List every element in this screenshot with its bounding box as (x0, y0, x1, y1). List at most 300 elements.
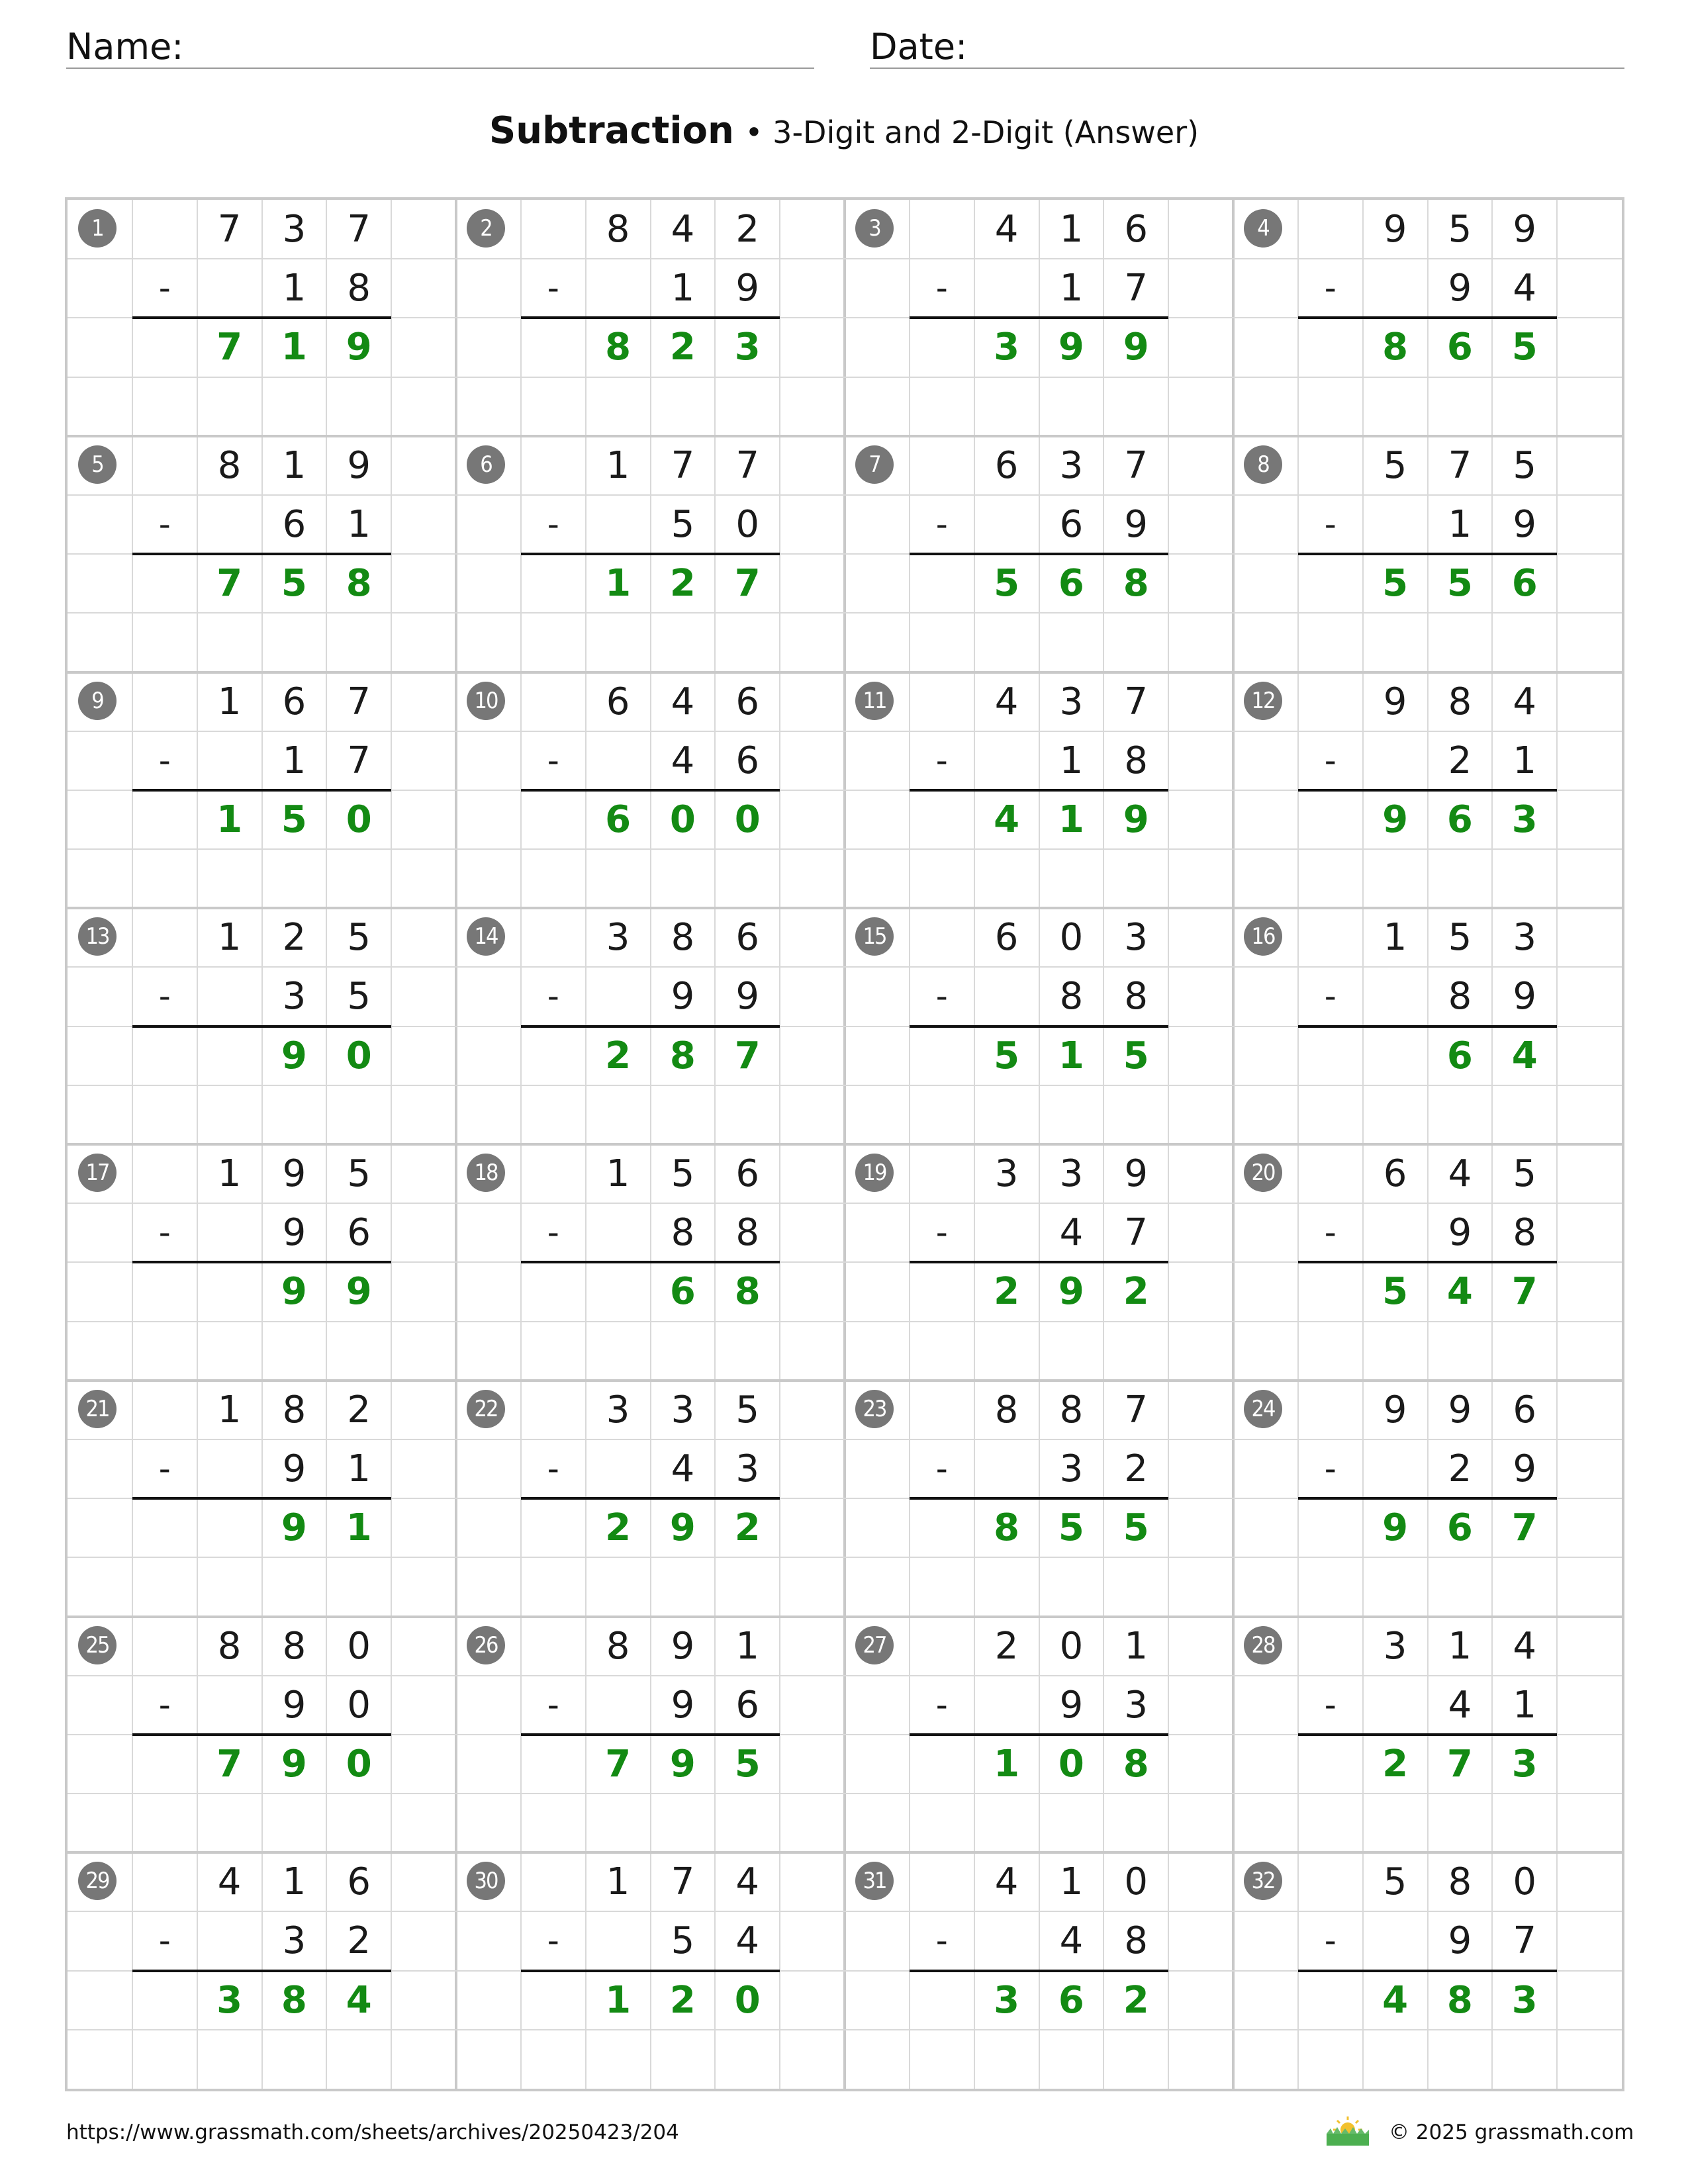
problem-12 (1233, 672, 1622, 909)
subtrahend-digit: 0 (347, 1683, 371, 1727)
minuend-digit: 7 (347, 680, 371, 723)
problem-number-badge: 31 (855, 1862, 894, 1900)
problem-number-badge: 16 (1244, 917, 1282, 956)
answer-digit: 0 (1058, 1742, 1084, 1786)
subtrahend-digit: 9 (282, 1683, 306, 1727)
minuend-digit: 8 (1448, 680, 1472, 723)
minuend-digit: 6 (1383, 1152, 1407, 1195)
subtrahend-digit: 1 (1513, 739, 1537, 782)
minus-sign: - (547, 504, 559, 543)
subtrahend-digit: 9 (1448, 1919, 1472, 1963)
problem-30 (456, 1852, 845, 2089)
answer-digit: 5 (1058, 1506, 1084, 1550)
answer-digit: 3 (994, 326, 1020, 369)
minus-sign: - (158, 1921, 171, 1960)
minus-sign: - (1324, 269, 1336, 308)
problem-7 (845, 436, 1233, 672)
minuend-digit: 4 (994, 680, 1019, 723)
minus-sign: - (935, 504, 948, 543)
subtrahend-digit: 9 (1513, 502, 1537, 546)
minuend-digit: 4 (671, 680, 695, 723)
subtrahend-digit: 8 (347, 267, 371, 310)
date-line[interactable] (870, 68, 1624, 69)
minuend-digit: 6 (606, 680, 630, 723)
answer-digit: 7 (216, 326, 243, 369)
answer-digit: 2 (1123, 1978, 1149, 2022)
date-label: Date: (870, 26, 968, 68)
answer-digit: 2 (1382, 1742, 1409, 1786)
answer-digit: 5 (734, 1742, 761, 1786)
minuend-digit: 3 (606, 916, 630, 960)
answer-rule (910, 1497, 1168, 1500)
answer-digit: 5 (994, 1034, 1020, 1077)
minuend-digit: 9 (347, 443, 371, 487)
answer-digit: 7 (734, 562, 761, 606)
name-line[interactable] (66, 68, 814, 69)
answer-digit: 3 (216, 1978, 243, 2022)
answer-rule (1298, 1970, 1557, 1972)
problem-29 (68, 1852, 456, 2089)
answer-rule (910, 553, 1168, 555)
subtrahend-digit: 9 (282, 1447, 306, 1490)
problem-number-badge: 2 (467, 209, 505, 248)
minuend-digit: 4 (994, 1860, 1019, 1904)
answer-rule (521, 1970, 780, 1972)
subtrahend-digit: 1 (1448, 502, 1472, 546)
subtrahend-digit: 3 (1059, 1447, 1084, 1490)
title-subtitle: • 3-Digit and 2-Digit (Answer) (745, 114, 1199, 150)
problem-number-badge: 21 (78, 1390, 117, 1428)
problem-20 (1233, 1144, 1622, 1381)
minuend-digit: 1 (217, 680, 242, 723)
problem-23 (845, 1381, 1233, 1617)
answer-digit: 4 (1446, 1270, 1473, 1314)
minuend-digit: 7 (1124, 1388, 1149, 1432)
footer-copyright: © 2025 grassmath.com (1389, 2120, 1634, 2144)
problem-number-badge: 8 (1244, 445, 1282, 484)
problem-number-badge: 5 (78, 445, 117, 484)
subtrahend-digit: 3 (735, 1447, 760, 1490)
problem-number-badge: 17 (78, 1154, 117, 1192)
answer-digit: 9 (281, 1742, 307, 1786)
minuend-digit: 5 (735, 1388, 760, 1432)
problem-15 (845, 908, 1233, 1144)
subtrahend-digit: 8 (1448, 975, 1472, 1019)
minuend-digit: 3 (1124, 916, 1149, 960)
problem-4 (1233, 200, 1622, 436)
minuend-digit: 8 (606, 208, 630, 251)
minuend-digit: 5 (1448, 208, 1472, 251)
minus-sign: - (935, 1685, 948, 1724)
answer-digit: 6 (1446, 326, 1473, 369)
answer-rule (521, 1261, 780, 1263)
answer-rule (132, 553, 391, 555)
answer-rule (132, 1261, 391, 1263)
minus-sign: - (1324, 1449, 1336, 1488)
answer-rule (521, 316, 780, 319)
problem-1 (68, 200, 456, 436)
problem-number-badge: 15 (855, 917, 894, 956)
answer-digit: 4 (1511, 1034, 1538, 1077)
minuend-digit: 1 (606, 443, 630, 487)
subtrahend-digit: 9 (1059, 1683, 1084, 1727)
answer-digit: 5 (1382, 1270, 1409, 1314)
subtrahend-digit: 3 (282, 1919, 306, 1963)
answer-rule (521, 1733, 780, 1736)
minuend-digit: 2 (282, 916, 306, 960)
answer-digit: 2 (669, 326, 696, 369)
minuend-digit: 3 (606, 1388, 630, 1432)
minuend-digit: 2 (347, 1388, 371, 1432)
answer-digit: 1 (346, 1506, 372, 1550)
answer-digit: 9 (1382, 1506, 1409, 1550)
minuend-digit: 9 (1383, 680, 1407, 723)
minuend-digit: 5 (1513, 1152, 1537, 1195)
subtrahend-digit: 6 (735, 739, 760, 782)
problem-13 (68, 908, 456, 1144)
answer-digit: 9 (1058, 326, 1084, 369)
subtrahend-digit: 2 (347, 1919, 371, 1963)
problem-number-badge: 11 (855, 682, 894, 720)
subtrahend-digit: 8 (1124, 739, 1149, 782)
worksheet-title (0, 106, 1688, 158)
minus-sign: - (158, 977, 171, 1016)
answer-digit: 7 (216, 562, 243, 606)
problem-number-badge: 23 (855, 1390, 894, 1428)
minuend-digit: 7 (347, 208, 371, 251)
answer-digit: 3 (994, 1978, 1020, 2022)
name-label: Name: (66, 26, 184, 68)
minus-sign: - (547, 741, 559, 780)
minuend-digit: 7 (1124, 443, 1149, 487)
answer-digit: 8 (281, 1978, 307, 2022)
minuend-digit: 0 (1059, 916, 1084, 960)
minus-sign: - (935, 1213, 948, 1252)
grass-sun-logo-icon (1324, 2114, 1372, 2148)
subtrahend-digit: 9 (1448, 1211, 1472, 1255)
minuend-digit: 4 (217, 1860, 242, 1904)
answer-digit: 5 (281, 562, 307, 606)
minus-sign: - (158, 1213, 171, 1252)
problem-19 (845, 1144, 1233, 1381)
subtrahend-digit: 9 (1448, 267, 1472, 310)
subtrahend-digit: 4 (671, 739, 695, 782)
minuend-digit: 3 (994, 1152, 1019, 1195)
subtrahend-digit: 1 (347, 502, 371, 546)
answer-digit: 9 (281, 1034, 307, 1077)
answer-digit: 5 (1123, 1506, 1149, 1550)
answer-digit: 8 (734, 1270, 761, 1314)
minuend-digit: 7 (735, 443, 760, 487)
subtrahend-digit: 7 (1513, 1919, 1537, 1963)
answer-digit: 0 (346, 797, 372, 841)
minuend-digit: 5 (347, 916, 371, 960)
minus-sign: - (547, 977, 559, 1016)
answer-digit: 8 (669, 1034, 696, 1077)
answer-digit: 5 (994, 562, 1020, 606)
answer-digit: 7 (1511, 1270, 1538, 1314)
answer-digit: 9 (281, 1270, 307, 1314)
problem-number-badge: 14 (467, 917, 505, 956)
problem-number-badge: 1 (78, 209, 117, 248)
minuend-digit: 8 (282, 1624, 306, 1668)
minus-sign: - (547, 269, 559, 308)
subtrahend-digit: 1 (282, 267, 306, 310)
minuend-digit: 8 (606, 1624, 630, 1668)
answer-digit: 8 (1382, 326, 1409, 369)
minus-sign: - (1324, 504, 1336, 543)
answer-digit: 5 (1123, 1034, 1149, 1077)
minuend-digit: 5 (1513, 443, 1537, 487)
problem-number-badge: 12 (1244, 682, 1282, 720)
answer-rule (910, 1970, 1168, 1972)
answer-rule (132, 1733, 391, 1736)
minus-sign: - (935, 269, 948, 308)
answer-digit: 1 (605, 562, 632, 606)
minus-sign: - (935, 977, 948, 1016)
answer-digit: 0 (734, 1978, 761, 2022)
minus-sign: - (547, 1685, 559, 1724)
subtrahend-digit: 5 (671, 502, 695, 546)
answer-digit: 0 (669, 797, 696, 841)
problem-number-badge: 32 (1244, 1862, 1282, 1900)
problem-21 (68, 1381, 456, 1617)
minuend-digit: 0 (1124, 1860, 1149, 1904)
minuend-digit: 2 (735, 208, 760, 251)
minuend-digit: 5 (1383, 443, 1407, 487)
answer-digit: 9 (1382, 797, 1409, 841)
minus-sign: - (547, 1921, 559, 1960)
minuend-digit: 7 (1124, 680, 1149, 723)
minus-sign: - (935, 1449, 948, 1488)
answer-digit: 0 (346, 1034, 372, 1077)
minuend-digit: 8 (217, 443, 242, 487)
minuend-digit: 8 (217, 1624, 242, 1668)
minus-sign: - (935, 1921, 948, 1960)
answer-digit: 6 (1446, 797, 1473, 841)
subtrahend-digit: 9 (1513, 975, 1537, 1019)
minuend-digit: 5 (347, 1152, 371, 1195)
problem-16 (1233, 908, 1622, 1144)
minuend-digit: 4 (1448, 1152, 1472, 1195)
minuend-digit: 1 (282, 443, 306, 487)
minuend-digit: 3 (1059, 443, 1084, 487)
minuend-digit: 3 (1059, 1152, 1084, 1195)
minuend-digit: 0 (347, 1624, 371, 1668)
subtrahend-digit: 9 (671, 1683, 695, 1727)
answer-digit: 7 (605, 1742, 632, 1786)
subtrahend-digit: 4 (1513, 267, 1537, 310)
answer-digit: 1 (1058, 1034, 1084, 1077)
subtrahend-digit: 4 (671, 1447, 695, 1490)
problem-number-badge: 4 (1244, 209, 1282, 248)
minuend-digit: 6 (735, 916, 760, 960)
minuend-digit: 7 (1448, 443, 1472, 487)
subtrahend-digit: 9 (735, 975, 760, 1019)
minuend-digit: 6 (735, 680, 760, 723)
answer-digit: 2 (1123, 1270, 1149, 1314)
answer-rule (521, 1497, 780, 1500)
minuend-digit: 0 (1059, 1624, 1084, 1668)
answer-digit: 5 (1446, 562, 1473, 606)
answer-rule (910, 1733, 1168, 1736)
minuend-digit: 9 (282, 1152, 306, 1195)
minuend-digit: 6 (994, 443, 1019, 487)
minuend-digit: 2 (994, 1624, 1019, 1668)
minuend-digit: 9 (1513, 208, 1537, 251)
minuend-digit: 8 (1059, 1388, 1084, 1432)
minus-sign: - (158, 269, 171, 308)
minuend-digit: 4 (671, 208, 695, 251)
minuend-digit: 1 (735, 1624, 760, 1668)
answer-digit: 7 (1511, 1506, 1538, 1550)
answer-digit: 1 (281, 326, 307, 369)
answer-digit: 9 (281, 1506, 307, 1550)
minuend-digit: 9 (1383, 1388, 1407, 1432)
minus-sign: - (158, 1685, 171, 1724)
answer-digit: 9 (346, 326, 372, 369)
answer-rule (132, 1497, 391, 1500)
answer-digit: 5 (281, 797, 307, 841)
answer-digit: 0 (346, 1742, 372, 1786)
subtrahend-digit: 1 (1059, 739, 1084, 782)
minus-sign: - (1324, 1921, 1336, 1960)
minuend-digit: 3 (282, 208, 306, 251)
answer-digit: 8 (994, 1506, 1020, 1550)
answer-digit: 3 (1511, 797, 1538, 841)
answer-digit: 6 (1058, 562, 1084, 606)
minuend-digit: 5 (671, 1152, 695, 1195)
answer-digit: 5 (1511, 326, 1538, 369)
subtrahend-digit: 7 (347, 739, 371, 782)
minuend-digit: 9 (1383, 208, 1407, 251)
minuend-digit: 6 (1124, 208, 1149, 251)
subtrahend-digit: 7 (1124, 1211, 1149, 1255)
minus-sign: - (1324, 1213, 1336, 1252)
answer-digit: 2 (994, 1270, 1020, 1314)
problem-9 (68, 672, 456, 909)
minuend-digit: 4 (1513, 1624, 1537, 1668)
answer-digit: 2 (669, 562, 696, 606)
problem-number-badge: 3 (855, 209, 894, 248)
footer-url[interactable]: https://www.grassmath.com/sheets/archives/20250423/204 (66, 2120, 679, 2144)
answer-digit: 9 (669, 1506, 696, 1550)
answer-digit: 7 (734, 1034, 761, 1077)
problem-3 (845, 200, 1233, 436)
minuend-digit: 8 (282, 1388, 306, 1432)
minuend-digit: 1 (1059, 208, 1084, 251)
subtrahend-digit: 1 (282, 739, 306, 782)
answer-digit: 4 (994, 797, 1020, 841)
minuend-digit: 6 (347, 1860, 371, 1904)
problem-18 (456, 1144, 845, 1381)
answer-digit: 2 (734, 1506, 761, 1550)
answer-rule (910, 789, 1168, 792)
answer-rule (132, 316, 391, 319)
answer-digit: 9 (346, 1270, 372, 1314)
minuend-digit: 8 (1448, 1860, 1472, 1904)
problem-31 (845, 1852, 1233, 2089)
problem-28 (1233, 1617, 1622, 1853)
problem-number-badge: 26 (467, 1626, 505, 1664)
subtrahend-digit: 1 (347, 1447, 371, 1490)
answer-digit: 6 (1511, 562, 1538, 606)
subtrahend-digit: 8 (1124, 1919, 1149, 1963)
subtrahend-digit: 8 (1059, 975, 1084, 1019)
subtrahend-digit: 2 (1124, 1447, 1149, 1490)
minuend-digit: 3 (671, 1388, 695, 1432)
answer-digit: 9 (1058, 1270, 1084, 1314)
minus-sign: - (158, 741, 171, 780)
minuend-digit: 9 (671, 1624, 695, 1668)
minuend-digit: 6 (1513, 1388, 1537, 1432)
answer-rule (1298, 316, 1557, 319)
problem-5 (68, 436, 456, 672)
answer-rule (1298, 1261, 1557, 1263)
subtrahend-digit: 3 (1124, 1683, 1149, 1727)
problem-number-badge: 13 (78, 917, 117, 956)
problem-number-badge: 18 (467, 1154, 505, 1192)
problem-22 (456, 1381, 845, 1617)
subtrahend-digit: 8 (671, 1211, 695, 1255)
minuend-digit: 6 (994, 916, 1019, 960)
answer-digit: 1 (1058, 797, 1084, 841)
subtrahend-digit: 1 (671, 267, 695, 310)
answer-digit: 7 (1446, 1742, 1473, 1786)
answer-digit: 1 (216, 797, 243, 841)
minus-sign: - (1324, 1685, 1336, 1724)
answer-digit: 6 (605, 797, 632, 841)
problem-8 (1233, 436, 1622, 672)
minuend-digit: 1 (217, 1152, 242, 1195)
minuend-digit: 8 (671, 916, 695, 960)
minuend-digit: 5 (1383, 1860, 1407, 1904)
minuend-digit: 1 (217, 916, 242, 960)
subtrahend-digit: 3 (282, 975, 306, 1019)
problem-number-badge: 24 (1244, 1390, 1282, 1428)
subtrahend-digit: 8 (1124, 975, 1149, 1019)
problem-27 (845, 1617, 1233, 1853)
answer-rule (1298, 1497, 1557, 1500)
answer-digit: 3 (1511, 1742, 1538, 1786)
answer-digit: 9 (669, 1742, 696, 1786)
problem-14 (456, 908, 845, 1144)
minuend-digit: 1 (1383, 916, 1407, 960)
minuend-digit: 7 (217, 208, 242, 251)
answer-rule (521, 789, 780, 792)
problem-24 (1233, 1381, 1622, 1617)
minus-sign: - (935, 741, 948, 780)
problem-number-badge: 27 (855, 1626, 894, 1664)
minuend-digit: 3 (1513, 916, 1537, 960)
minuend-digit: 4 (1513, 680, 1537, 723)
problem-grid (65, 197, 1624, 2091)
answer-digit: 6 (1446, 1506, 1473, 1550)
answer-digit: 5 (1382, 562, 1409, 606)
subtrahend-digit: 9 (1513, 1447, 1537, 1490)
problem-number-badge: 7 (855, 445, 894, 484)
subtrahend-digit: 8 (1513, 1211, 1537, 1255)
minuend-digit: 7 (671, 443, 695, 487)
subtrahend-digit: 4 (735, 1919, 760, 1963)
answer-rule (1298, 789, 1557, 792)
minuend-digit: 9 (1448, 1388, 1472, 1432)
answer-digit: 8 (605, 326, 632, 369)
subtrahend-digit: 4 (1059, 1211, 1084, 1255)
subtrahend-digit: 9 (671, 975, 695, 1019)
problem-17 (68, 1144, 456, 1381)
minuend-digit: 3 (1059, 680, 1084, 723)
